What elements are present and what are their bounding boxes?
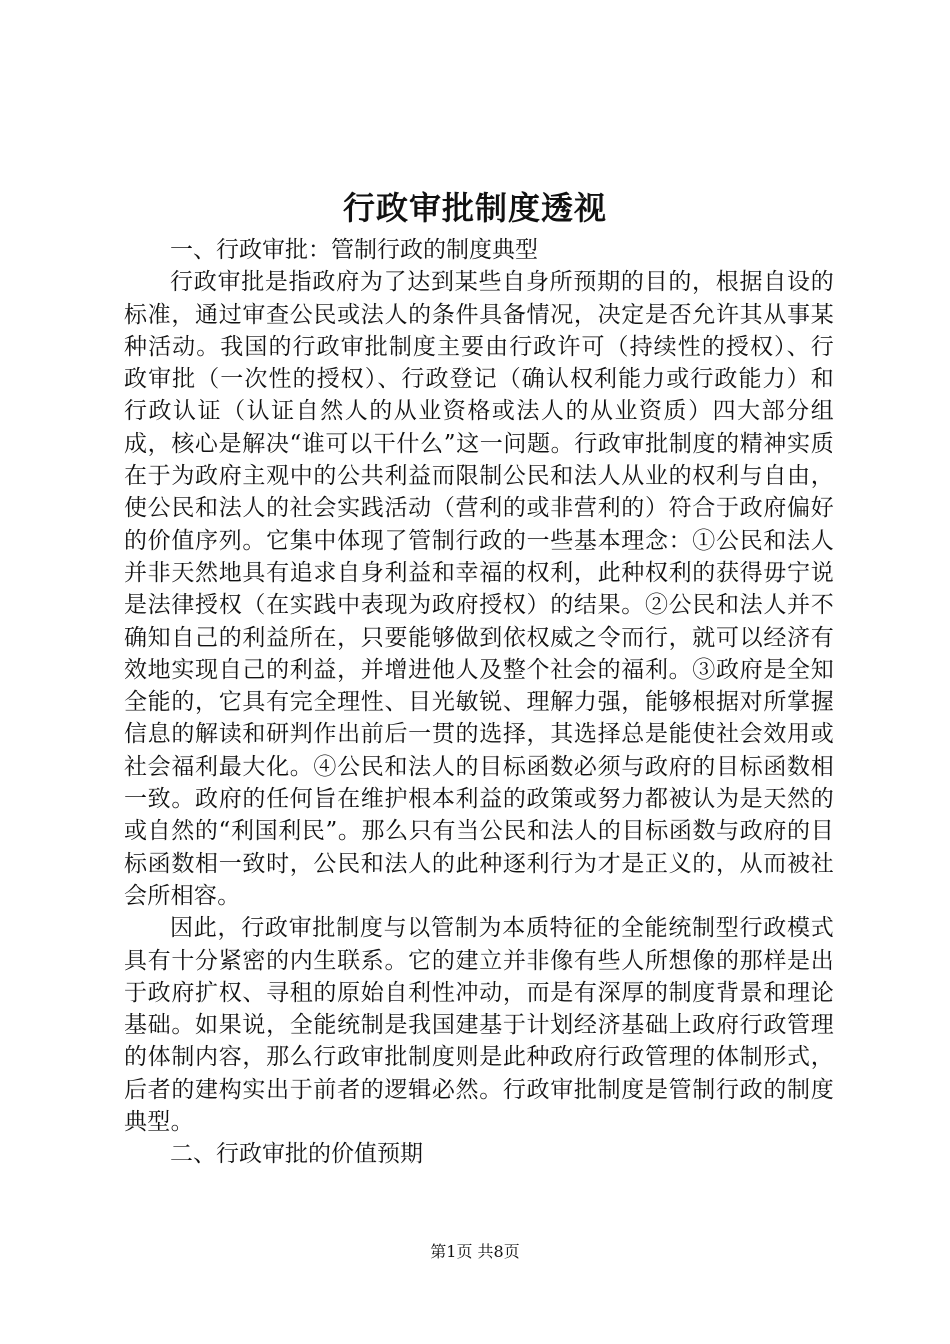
- paragraph-2: 因此，行政审批制度与以管制为本质特征的全能统制型行政模式具有十分紧密的内生联系。它的建立并非像有些人所想像的那样是出于政府扩权、寻租的原始自利性冲动，而是有深厚的制度背景和理论基础。如果说，全能统制是我国建基于计划经济基础上政府行政管理的体制内容，那么行政审批制度则是此种政府行政管理的体制形式，后者的建构实出于前者的逻辑必然。行政审批制度是管制行政的制度典型。: [124, 915, 834, 1136]
- document-title: 行政审批制度透视: [342, 189, 607, 227]
- paragraph-1: 行政审批是指政府为了达到某些自身所预期的目的，根据自设的标准，通过审查公民或法人的条件具备情况，决定是否允许其从事某种活动。我国的行政审批制度主要由行政许可（持续性的授权）、行政审批（一次性的授权）、行政登记（确认权利能力或行政能力）和行政认证（认证自然人的从业资格或法人的从业资质）四大部分组成，核心是解决“谁可以干什么”这一问题。行政审批制度的精神实质在于为政府主观中的公共利益而限制公民和法人从业的权利与自由，使公民和法人的社会实践活动（营利的或非营利的）符合于政府偏好的价值序列。它集中体现了管制行政的一些基本理念：①公民和法人并非天然地具有追求自身利益和幸福的权利，此种权利的获得毋宁说是法律授权（在实践中表现为政府授权）的结果。②公民和法人并不确知自己的利益所在，只要能够做到依权威之令而行，就可以经济有效地实现自己的利益，并增进他人及整个社会的福利。③政府是全知全能的，它具有完全理性、目光敏锐、理解力强，能够根据对所掌握信息的解读和研判作出前后一贯的选择，其选择总是能使社会效用或社会福利最大化。④公民和法人的目标函数必须与政府的目标函数相一致。政府的任何旨在维护根本利益的政策或努力都被认为是天然的或自然的“利国利民”。那么只有当公民和法人的目标函数与政府的目标函数相一致时，公民和法人的此种逐利行为才是正义的，从而被社会所相容。: [124, 269, 834, 909]
- section-heading-1: 一、行政审批：管制行政的制度典型: [170, 237, 538, 263]
- section-heading-2: 二、行政审批的价值预期: [170, 1141, 423, 1168]
- document-body: [124, 234, 834, 1171]
- page-footer: 第1页 共8页: [430, 1242, 520, 1261]
